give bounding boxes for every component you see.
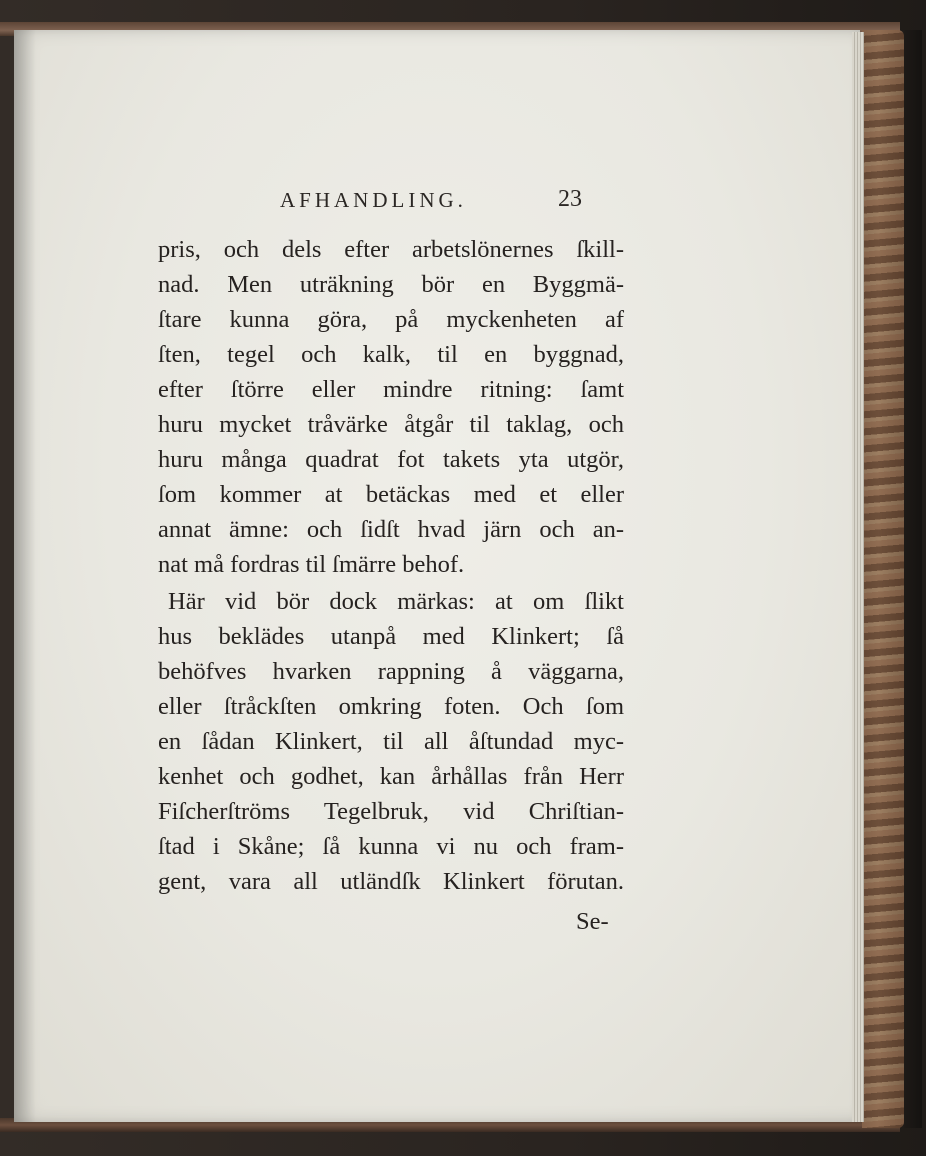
text-line: Fiſcherſtröms Tegelbruk, vid Chriſtian- xyxy=(158,798,624,825)
text-line: huru mycket tråvärke åtgår til taklag, och xyxy=(158,411,624,438)
text-line: kenhet och godhet, kan århållas från Herr xyxy=(158,763,624,790)
page-header xyxy=(272,184,632,220)
text-line: annat ämne: och ſidſt hvad järn och an- xyxy=(158,516,624,543)
text-line: behöfves hvarken rappning å väggarna, xyxy=(158,658,624,685)
text-line: ſom kommer at betäckas med et eller xyxy=(158,481,624,508)
text-line: ſten, tegel och kalk, til en byggnad, xyxy=(158,341,624,368)
text-line: gent, vara all utländſk Klinkert förutan. xyxy=(158,868,624,895)
text-line: en ſådan Klinkert, til all åſtundad myc- xyxy=(158,728,624,755)
text-line: nad. Men uträkning bör en Byggmä- xyxy=(158,271,624,298)
text-line: ſtare kunna göra, på myckenheten af xyxy=(158,306,624,333)
page-number: 23 xyxy=(558,186,582,212)
text-line: efter ſtörre eller mindre ritning: ſamt xyxy=(158,376,624,403)
page-stack-edges xyxy=(852,32,864,1122)
text-line: hus beklädes utanpå med Klinkert; ſå xyxy=(158,623,624,650)
gutter-shadow xyxy=(14,30,36,1122)
running-head: AFHANDLING. xyxy=(280,188,467,212)
text-line: pris, och dels efter arbetslönernes ſkill- xyxy=(158,236,624,263)
text-line: eller ſtråckſten omkring foten. Och ſom xyxy=(158,693,624,720)
text-line: Här vid bör dock märkas: at om ſlikt xyxy=(168,588,624,615)
text-line: ſtad i Skåne; ſå kunna vi nu och fram- xyxy=(158,833,624,860)
text-line: nat må fordras til ſmärre behof. xyxy=(158,551,465,578)
text-line: huru många quadrat fot takets yta utgör, xyxy=(158,446,624,473)
book-board-edge xyxy=(862,30,904,1128)
catchword: Se- xyxy=(576,908,609,935)
